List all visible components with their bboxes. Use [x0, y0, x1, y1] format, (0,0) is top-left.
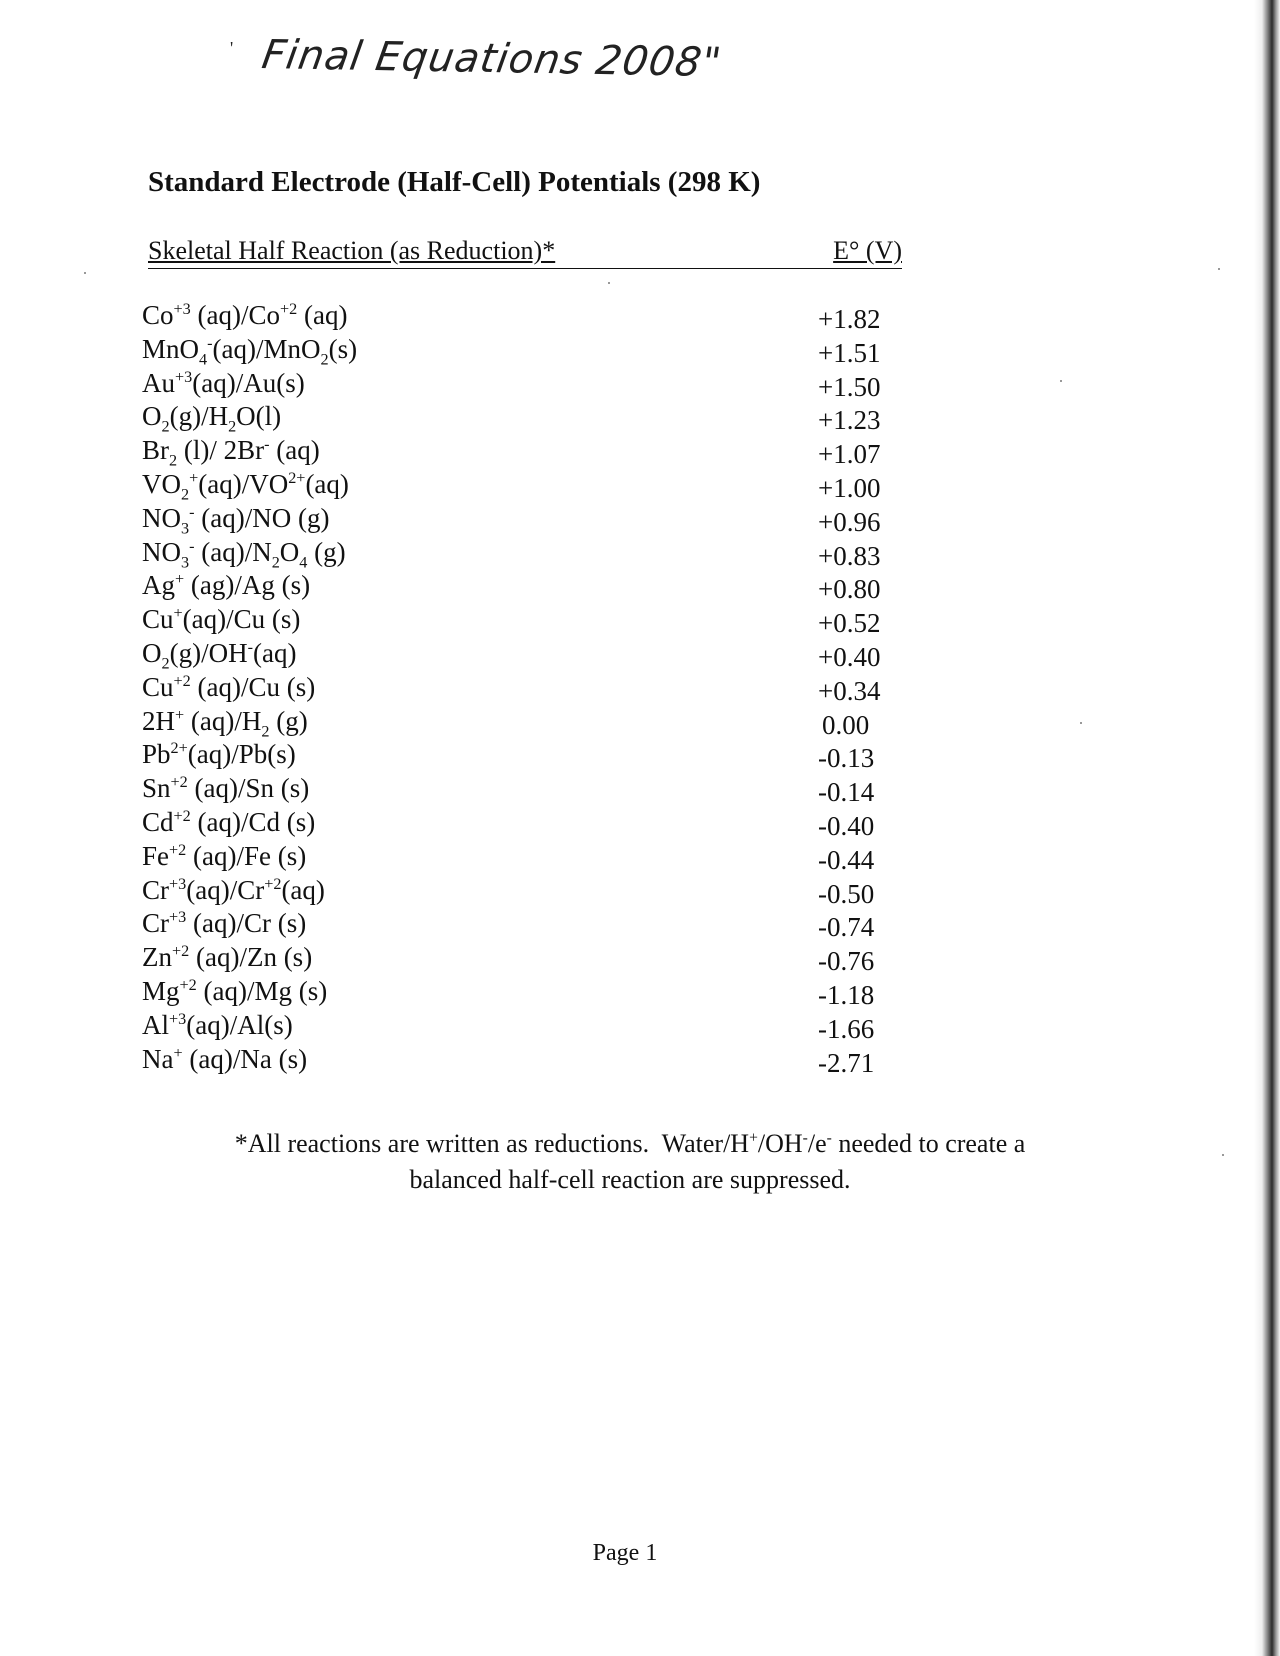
potential-cell: -0.44 [818, 844, 875, 875]
table-row [142, 401, 902, 435]
handwritten-note: Final Equations 2008" [258, 31, 725, 87]
reaction-cell: 2H+ $(aq)/H_2$ (g) [142, 705, 308, 740]
table-row [142, 300, 902, 334]
reaction-cell: $O_2(g)/OH^-(aq)$ [142, 637, 297, 673]
scan-speck [1218, 268, 1220, 270]
reaction-cell: Na+ (aq)/Na (s) [142, 1043, 308, 1074]
header-potential: E° (V) [833, 236, 902, 265]
table-row [142, 841, 902, 875]
reaction-cell: Cu+(aq)/Cu (s) [142, 604, 301, 635]
reaction-cell: $Pb^{2+}(aq)/Pb(s)$ [142, 739, 296, 770]
table-row [142, 638, 902, 672]
table-row [142, 469, 902, 503]
potential-cell: +0.34 [818, 675, 881, 706]
potential-cell: +0.96 [818, 506, 881, 537]
potential-cell: -1.66 [818, 1013, 875, 1044]
table-row [142, 1044, 902, 1078]
potential-cell: -0.74 [818, 912, 875, 943]
table-header [148, 232, 902, 269]
reaction-cell: $Cd^{+2}$ (aq)/Cd (s) [142, 806, 316, 837]
reaction-cell: $Zn^{+2}$ (aq)/Zn (s) [142, 942, 313, 973]
reaction-cell: $Cr^{+3}(aq)/Cr^{+2}(aq)$ [142, 874, 325, 905]
reaction-cell: $Mg^{+2}$ (aq)/Mg (s) [142, 975, 328, 1006]
page-title: Standard Electrode (Half-Cell) Potentials (298 K) [148, 166, 761, 198]
reaction-cell: $VO_2^+(aq)/VO^{2+}(aq)$ [142, 468, 349, 504]
reaction-cell: $Cr^{+3}$ (aq)/Cr (s) [142, 908, 307, 939]
potential-cell: +1.82 [818, 304, 881, 334]
table-row [142, 1010, 902, 1044]
potential-cell: +1.00 [818, 472, 881, 503]
potential-cell: -0.76 [818, 946, 875, 977]
footnote-line-1: *All reactions are written as reductions. Water/H+/OH-/e- needed to create a [234, 1129, 1026, 1158]
reaction-cell: $Fe^{+2}$ (aq)/Fe (s) [142, 840, 307, 871]
table-row [142, 942, 902, 976]
scan-speck [1222, 1154, 1224, 1156]
potential-cell: -0.14 [818, 777, 875, 808]
scan-speck [608, 282, 610, 284]
reaction-cell: $Cu^{+2}$ (aq)/Cu (s) [142, 671, 316, 702]
table-row [142, 503, 902, 537]
potential-cell: -0.50 [818, 878, 875, 909]
table-row [142, 807, 902, 841]
potential-cell: +1.23 [818, 405, 881, 436]
potentials-table [142, 300, 902, 1077]
scan-speck [1080, 722, 1082, 724]
potential-cell: +0.83 [818, 540, 881, 571]
potential-cell: +0.40 [818, 641, 881, 672]
reaction-cell: MnO$_4$-(aq)/MnO$_2$(s) [142, 333, 358, 369]
page-number: Page 1 [592, 1540, 658, 1566]
potential-cell: -1.18 [818, 979, 875, 1010]
potential-cell: +1.50 [818, 371, 881, 402]
scan-edge [1254, 0, 1280, 1656]
table-row [142, 672, 902, 706]
reaction-cell: $Au^{+3}(aq)/Au(s)$ [142, 367, 305, 398]
table-row [142, 908, 902, 942]
potential-cell: -0.13 [818, 743, 875, 774]
reaction-cell: $NO_3^-$ $(aq)/N_2O_4$ (g) [142, 536, 346, 571]
reaction-cell: $Co^{+3}$ $(aq)/Co^{+2}$ (aq) [142, 300, 348, 330]
table-row [142, 773, 902, 807]
reaction-cell: $O_2(g)/H_2O(l)$ [142, 401, 282, 436]
table-row [142, 537, 902, 571]
potential-cell: -0.40 [818, 810, 875, 841]
reaction-cell: $Al^{+3}(aq)/Al(s)$ [142, 1009, 293, 1040]
potential-cell: +0.52 [818, 608, 881, 639]
table-row [142, 368, 902, 402]
potential-cell: +0.80 [818, 574, 881, 605]
reaction-cell: $NO_3^-$ (aq)/NO (g) [142, 502, 330, 538]
scan-speck [84, 272, 86, 274]
table-row [142, 739, 902, 773]
table-row [142, 334, 902, 368]
scan-speck [1060, 380, 1062, 382]
table-row [142, 706, 902, 740]
reaction-cell: Ag+ (ag)/Ag (s) [142, 570, 311, 601]
reaction-cell: $Sn^{+2}$ (aq)/Sn (s) [142, 773, 310, 804]
potential-cell: +1.07 [818, 439, 881, 470]
table-row [142, 570, 902, 604]
header-reaction: Skeletal Half Reaction (as Reduction)* [148, 236, 556, 265]
table-row [142, 875, 902, 909]
potential-cell: -2.71 [818, 1047, 875, 1078]
footnote [170, 1126, 1090, 1198]
footnote-line-2: balanced half-cell reaction are suppressed. [409, 1165, 851, 1194]
table-row [142, 976, 902, 1010]
reaction-cell: $Br_2$ (l)/ 2Br- (aq) [142, 435, 320, 470]
table-row [142, 604, 902, 638]
potential-cell: +1.51 [818, 337, 881, 368]
handwritten-tick: ' [230, 38, 234, 58]
table-row [142, 435, 902, 469]
potential-cell: 0.00 [822, 709, 870, 740]
